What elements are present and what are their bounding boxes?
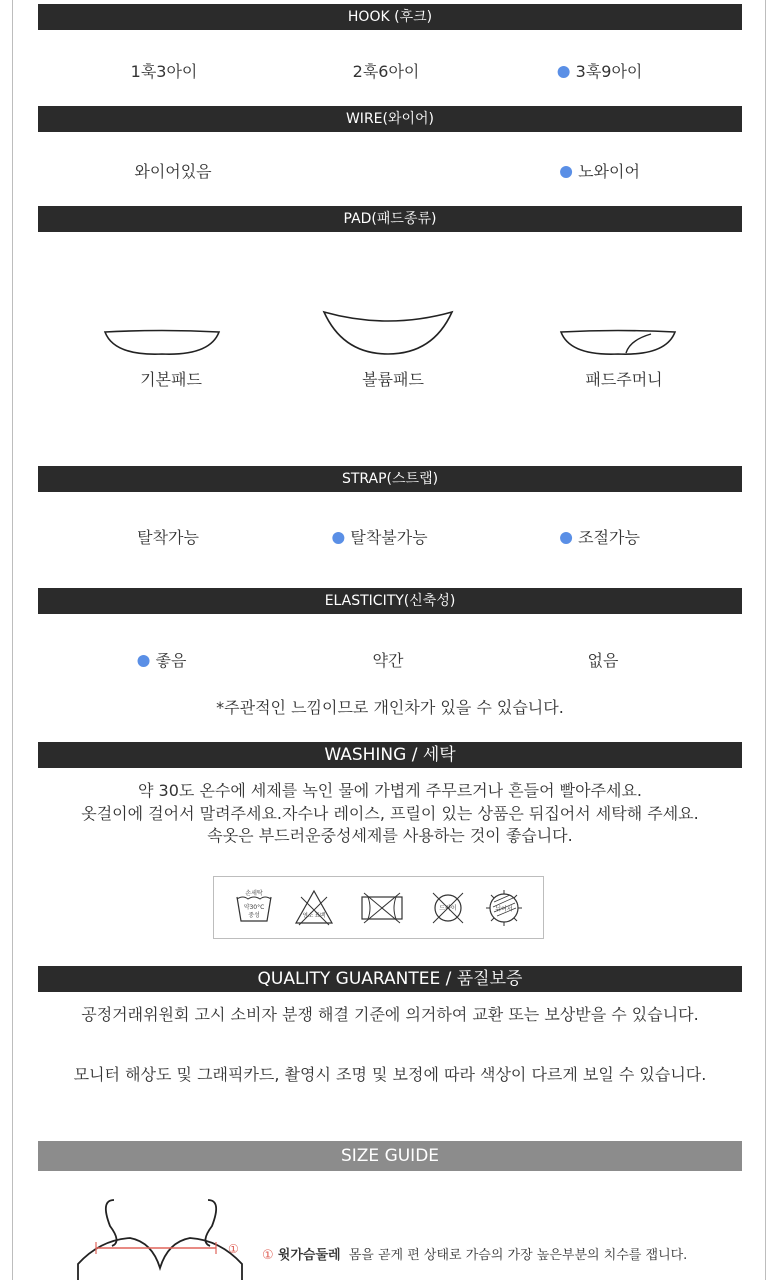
elasticity-title: ELASTICITY(신축성) [324, 593, 456, 609]
wire-header [38, 106, 742, 132]
size-item-label: 윗가슴둘레 [277, 1248, 341, 1263]
pad-option-1: 기본패드 [140, 370, 202, 389]
quality-line-1: 공정거래위원회 고시 소비자 분쟁 해결 기준에 의거하여 교환 또는 보상받을 수 있습니다. [81, 1005, 699, 1024]
elasticity-note: *주관적인 느낌이므로 개인차가 있을 수 있습니다. [216, 698, 564, 717]
selected-dot-icon [560, 166, 572, 178]
strap-title: STRAP(스트랩) [341, 471, 439, 487]
strap-option-3: 조절가능 [560, 525, 640, 548]
volume-pad-icon [318, 308, 458, 358]
no-bleach-icon [293, 887, 335, 929]
basic-pad-icon [100, 326, 224, 358]
hook-header [38, 4, 742, 30]
washing-header [38, 742, 742, 768]
elasticity-option-1: 좋음 [138, 648, 187, 671]
no-bleach-label-1: 염소 [302, 913, 314, 919]
no-dry-clean-label: 드라이 [439, 905, 457, 912]
hook-title: HOOK (후크) [347, 9, 433, 25]
hook-option-2: 2훅6아이 [352, 62, 420, 81]
size-guide-title: SIZE GUIDE [340, 1146, 440, 1166]
size-guide-item [262, 1244, 687, 1263]
detergent-label: 중성 [248, 912, 260, 919]
wire-option-1: 와이어있음 [134, 162, 212, 181]
pad-pocket-icon [556, 326, 680, 358]
flat-dry-label: 뉘어서 [495, 906, 513, 913]
hook-option-1: 1훅3아이 [130, 62, 198, 81]
elasticity-option-3: 없음 [587, 651, 619, 670]
pad-option-3: 패드주머니 [585, 370, 663, 389]
selected-dot-icon [138, 655, 150, 667]
elasticity-option-2: 약간 [372, 651, 404, 670]
hook-option-3: 3훅9아이 [558, 59, 643, 82]
washing-line-1: 약 30도 온수에 세제를 녹인 물에 가볍게 주무르거나 흔들어 빨아주세요. [138, 781, 642, 800]
size-item-desc: 몸을 곧게 편 상태로 가슴의 가장 높은부분의 치수를 잽니다. [348, 1248, 688, 1263]
measure-marker-label: ① [228, 1242, 239, 1256]
washing-line-3: 속옷은 부드러운중성세제를 사용하는 것이 좋습니다. [207, 826, 573, 845]
wire-title: WIRE(와이어) [345, 111, 435, 127]
selected-dot-icon [560, 532, 572, 544]
pad-header [38, 206, 742, 232]
hand-wash-icon [234, 887, 274, 929]
elasticity-header [38, 588, 742, 614]
wire-option-2: 노와이어 [560, 159, 640, 182]
selected-dot-icon [558, 66, 570, 78]
washing-line-2: 옷걸이에 걸어서 말려주세요.자수나 레이스, 프릴이 있는 상품은 뒤집어서 세탁해 주세요. [81, 804, 699, 823]
strap-option-2: 탈착불가능 [332, 525, 427, 548]
no-dry-clean-icon [428, 887, 468, 929]
page-frame [12, 0, 766, 1280]
no-tumble-dry-icon [358, 887, 406, 929]
strap-option-1: 탈착가능 [137, 528, 199, 547]
care-symbols-box [213, 876, 544, 939]
washing-title: WASHING / 세탁 [324, 745, 456, 765]
size-guide-header [38, 1141, 742, 1171]
hand-wash-label: 손세탁 [245, 890, 263, 897]
no-bleach-label-2: 표백 [314, 913, 326, 919]
strap-header [38, 466, 742, 492]
quality-title: QUALITY GUARANTEE / 품질보증 [257, 969, 523, 989]
pad-title: PAD(패드종류) [343, 211, 437, 227]
quality-header [38, 966, 742, 992]
size-item-number: ① [262, 1248, 274, 1263]
selected-dot-icon [332, 532, 344, 544]
pad-option-2: 볼륨패드 [362, 370, 424, 389]
flat-dry-icon [482, 887, 526, 929]
bra-diagram-icon [70, 1196, 250, 1280]
temperature-label: 약30°C [243, 904, 265, 911]
quality-line-2: 모니터 해상도 및 그래픽카드, 촬영시 조명 및 보정에 따라 색상이 다르게 보일 수 있습니다. [73, 1065, 707, 1084]
